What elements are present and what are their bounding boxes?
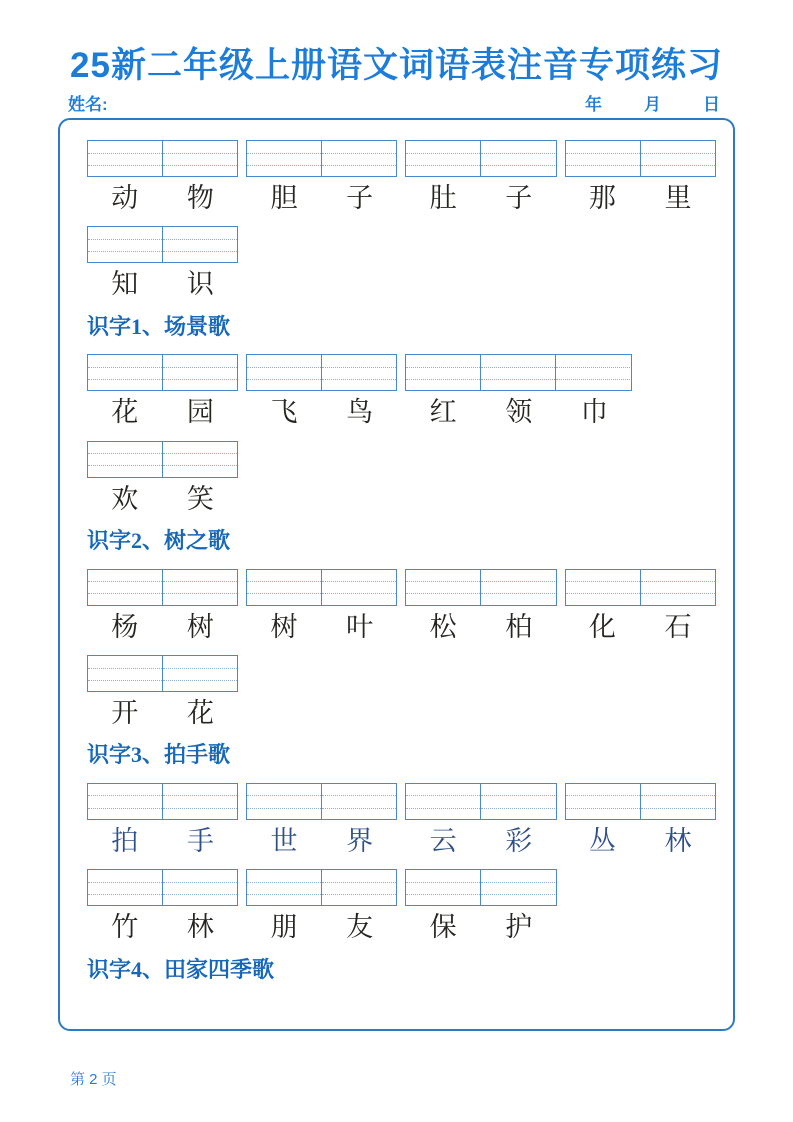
character-row bbox=[246, 611, 397, 643]
word-group bbox=[565, 140, 716, 214]
character-row bbox=[565, 825, 716, 857]
character: 物 bbox=[186, 183, 214, 213]
pinyin-cell bbox=[162, 570, 237, 605]
word-group bbox=[246, 569, 397, 643]
pinyin-cell bbox=[640, 570, 715, 605]
pinyin-cell bbox=[406, 141, 480, 176]
pinyin-writing-grid bbox=[87, 655, 238, 692]
word-group bbox=[87, 655, 238, 729]
character-row bbox=[87, 611, 238, 643]
character: 开 bbox=[111, 697, 139, 728]
pinyin-writing-grid bbox=[405, 783, 556, 820]
word-group bbox=[87, 140, 238, 214]
word-row bbox=[87, 354, 723, 428]
character: 笑 bbox=[186, 483, 214, 514]
word-group bbox=[565, 783, 716, 857]
character-row bbox=[87, 697, 238, 729]
word-group bbox=[405, 569, 556, 643]
year-label: 年 bbox=[585, 95, 602, 114]
section-header: 识字2、树之歌 bbox=[87, 528, 231, 554]
pinyin-writing-grid bbox=[246, 140, 397, 177]
character: 欢 bbox=[111, 483, 139, 514]
character-row bbox=[405, 825, 556, 857]
character: 化 bbox=[588, 611, 616, 642]
word-group bbox=[87, 354, 238, 428]
pinyin-writing-grid bbox=[87, 354, 238, 391]
pinyin-cell bbox=[321, 355, 396, 390]
pinyin-writing-grid bbox=[246, 869, 397, 906]
character: 领 bbox=[505, 397, 533, 428]
character-row bbox=[87, 396, 238, 428]
character: 友 bbox=[346, 912, 374, 943]
character: 林 bbox=[664, 825, 692, 856]
word-row bbox=[87, 869, 723, 943]
character: 丛 bbox=[588, 825, 616, 856]
character: 巾 bbox=[580, 397, 608, 428]
character-row bbox=[87, 483, 238, 515]
word-group bbox=[246, 783, 397, 857]
character: 花 bbox=[186, 697, 214, 728]
pinyin-cell bbox=[640, 784, 715, 819]
character: 园 bbox=[186, 397, 214, 428]
character: 朋 bbox=[270, 912, 298, 943]
character: 里 bbox=[664, 183, 692, 213]
pinyin-cell bbox=[88, 141, 162, 176]
pinyin-cell bbox=[162, 870, 237, 905]
pinyin-cell bbox=[566, 141, 640, 176]
pinyin-cell bbox=[406, 870, 480, 905]
pinyin-writing-grid bbox=[405, 869, 556, 906]
word-group bbox=[87, 569, 238, 643]
character: 世 bbox=[270, 825, 298, 856]
character: 叶 bbox=[346, 611, 374, 642]
pinyin-cell bbox=[247, 784, 321, 819]
character: 动 bbox=[111, 183, 139, 213]
word-row bbox=[87, 569, 723, 643]
pinyin-cell bbox=[480, 570, 555, 605]
character: 树 bbox=[186, 611, 214, 642]
character-row bbox=[246, 396, 397, 428]
pinyin-cell bbox=[162, 656, 237, 691]
pinyin-cell bbox=[555, 355, 630, 390]
word-group bbox=[405, 783, 556, 857]
section-header: 识字3、拍手歌 bbox=[87, 742, 231, 768]
character: 石 bbox=[664, 611, 692, 642]
pinyin-cell bbox=[88, 570, 162, 605]
pinyin-writing-grid bbox=[405, 354, 632, 391]
character: 那 bbox=[588, 183, 616, 213]
character-row bbox=[87, 268, 238, 300]
pinyin-cell bbox=[88, 870, 162, 905]
pinyin-cell bbox=[162, 442, 237, 477]
page-title: 25新二年级上册语文词语表注音专项练习 bbox=[70, 46, 723, 85]
pinyin-cell bbox=[162, 227, 237, 262]
pinyin-cell bbox=[162, 141, 237, 176]
pinyin-cell bbox=[406, 570, 480, 605]
word-group bbox=[246, 140, 397, 214]
pinyin-cell bbox=[321, 570, 396, 605]
pinyin-writing-grid bbox=[565, 783, 716, 820]
character: 手 bbox=[186, 825, 214, 856]
pinyin-writing-grid bbox=[87, 140, 238, 177]
character: 知 bbox=[111, 269, 139, 300]
word-group bbox=[87, 226, 238, 300]
pinyin-writing-grid bbox=[565, 569, 716, 606]
character: 护 bbox=[505, 912, 533, 943]
word-row bbox=[87, 655, 723, 729]
character: 树 bbox=[270, 611, 298, 642]
pinyin-cell bbox=[88, 442, 162, 477]
pinyin-cell bbox=[88, 355, 162, 390]
character-row bbox=[565, 182, 716, 214]
character: 鸟 bbox=[346, 397, 374, 428]
character-row bbox=[405, 911, 556, 943]
pinyin-cell bbox=[480, 870, 555, 905]
character-row bbox=[246, 825, 397, 857]
word-row bbox=[87, 783, 723, 857]
character-row bbox=[405, 396, 632, 428]
word-group bbox=[87, 441, 238, 515]
name-label: 姓名: bbox=[68, 95, 108, 114]
pinyin-cell bbox=[566, 784, 640, 819]
word-group bbox=[405, 354, 632, 428]
word-group bbox=[405, 140, 556, 214]
meta-row bbox=[68, 90, 720, 115]
pinyin-cell bbox=[247, 141, 321, 176]
character-row bbox=[246, 182, 397, 214]
character: 保 bbox=[429, 912, 457, 943]
pinyin-cell bbox=[247, 355, 321, 390]
pinyin-writing-grid bbox=[565, 140, 716, 177]
character-row bbox=[246, 911, 397, 943]
character: 杨 bbox=[111, 611, 139, 642]
character: 界 bbox=[346, 825, 374, 856]
character: 松 bbox=[429, 611, 457, 642]
pinyin-cell bbox=[247, 570, 321, 605]
character-row bbox=[405, 182, 556, 214]
pinyin-cell bbox=[480, 784, 555, 819]
worksheet-box bbox=[58, 118, 735, 1031]
character: 红 bbox=[429, 397, 457, 428]
page-number: 第 2 页 bbox=[70, 1071, 117, 1088]
word-group bbox=[565, 569, 716, 643]
character: 拍 bbox=[111, 825, 139, 856]
character-row bbox=[565, 611, 716, 643]
pinyin-writing-grid bbox=[87, 783, 238, 820]
pinyin-writing-grid bbox=[246, 569, 397, 606]
word-group bbox=[87, 869, 238, 943]
pinyin-writing-grid bbox=[405, 140, 556, 177]
character: 飞 bbox=[270, 397, 298, 428]
pinyin-writing-grid bbox=[87, 869, 238, 906]
section-header: 识字4、田家四季歌 bbox=[87, 956, 275, 982]
pinyin-cell bbox=[88, 784, 162, 819]
word-row bbox=[87, 441, 723, 515]
character-row bbox=[87, 825, 238, 857]
character: 林 bbox=[186, 912, 214, 943]
pinyin-writing-grid bbox=[405, 569, 556, 606]
character: 肚 bbox=[429, 183, 457, 213]
pinyin-cell bbox=[406, 355, 480, 390]
section-header: 识字1、场景歌 bbox=[87, 313, 231, 339]
character: 花 bbox=[111, 397, 139, 428]
pinyin-cell bbox=[480, 141, 555, 176]
word-group bbox=[246, 869, 397, 943]
day-label: 日 bbox=[703, 95, 720, 114]
pinyin-writing-grid bbox=[87, 569, 238, 606]
pinyin-cell bbox=[321, 141, 396, 176]
word-group bbox=[87, 783, 238, 857]
character: 子 bbox=[346, 183, 374, 213]
character: 竹 bbox=[111, 912, 139, 943]
word-group bbox=[405, 869, 556, 943]
pinyin-cell bbox=[88, 656, 162, 691]
pinyin-cell bbox=[162, 784, 237, 819]
month-label: 月 bbox=[644, 95, 661, 114]
pinyin-cell bbox=[480, 355, 555, 390]
character: 胆 bbox=[270, 183, 298, 213]
character: 子 bbox=[505, 183, 533, 213]
pinyin-cell bbox=[321, 870, 396, 905]
character: 识 bbox=[186, 269, 214, 300]
pinyin-cell bbox=[640, 141, 715, 176]
word-row bbox=[87, 226, 723, 300]
word-row bbox=[87, 140, 723, 214]
pinyin-cell bbox=[247, 870, 321, 905]
date-labels bbox=[585, 90, 720, 115]
pinyin-cell bbox=[162, 355, 237, 390]
pinyin-writing-grid bbox=[246, 783, 397, 820]
character: 云 bbox=[429, 825, 457, 856]
pinyin-writing-grid bbox=[246, 354, 397, 391]
character: 柏 bbox=[505, 611, 533, 642]
character: 彩 bbox=[505, 825, 533, 856]
pinyin-writing-grid bbox=[87, 226, 238, 263]
pinyin-cell bbox=[566, 570, 640, 605]
character-row bbox=[87, 911, 238, 943]
pinyin-cell bbox=[88, 227, 162, 262]
character-row bbox=[87, 182, 238, 214]
pinyin-cell bbox=[406, 784, 480, 819]
pinyin-cell bbox=[321, 784, 396, 819]
word-group bbox=[246, 354, 397, 428]
character-row bbox=[405, 611, 556, 643]
pinyin-writing-grid bbox=[87, 441, 238, 478]
